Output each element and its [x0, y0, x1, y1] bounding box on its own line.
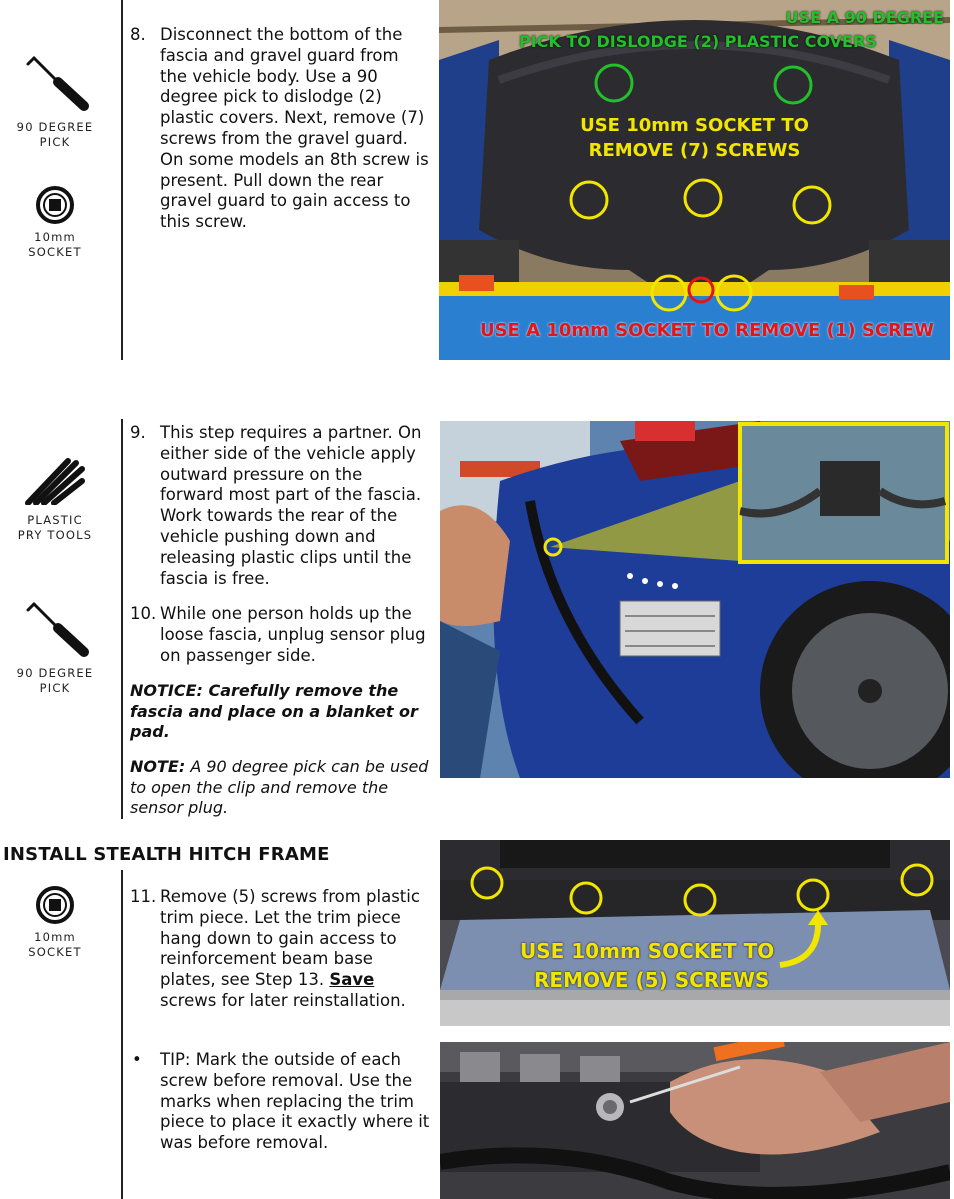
note-text: A 90 degree pick can be used to open the clip and remove the sensor plug. — [130, 757, 429, 817]
step-number: 10. — [130, 604, 157, 623]
tip-bullet: • — [132, 1050, 142, 1069]
note-label: NOTE: — [130, 757, 186, 776]
10mm-socket-icon — [34, 184, 76, 226]
step-11 — [130, 887, 430, 1012]
photo-trim-screws — [440, 840, 950, 1026]
tool-label: 10mm SOCKET — [28, 230, 82, 259]
tool-label-line2: PRY TOOLS — [17, 528, 93, 542]
tool-label — [0, 513, 110, 543]
plastic-pry-tools-icon — [24, 455, 86, 505]
tool-plastic-pry-tools — [0, 455, 110, 543]
notice-text: NOTICE: Carefully remove the fascia and place on a blanket or pad. — [130, 681, 418, 741]
callout-line1: USE 10mm SOCKET TO — [520, 939, 775, 963]
tool-90-degree-pick-2 — [0, 596, 110, 696]
tool-label-line1: 90 DEGREE — [16, 666, 94, 680]
callout-green-line1: USE A 90 DEGREE — [785, 8, 944, 27]
callout-line2: REMOVE (5) SCREWS — [534, 968, 770, 992]
step-10 — [130, 604, 430, 666]
callout-yellow-line2: REMOVE (7) SCREWS — [588, 140, 801, 161]
tool-label-line1: PLASTIC — [27, 513, 83, 527]
step-text-after: screws for later reinstallation. — [160, 990, 406, 1010]
save-emphasis: Save — [329, 970, 375, 990]
note — [130, 757, 430, 819]
tool-label: 90 DEGREE PICK — [16, 120, 94, 149]
tool-label — [0, 930, 110, 960]
step-number: 11. — [130, 887, 157, 906]
tip-item — [130, 1050, 430, 1154]
step-text: This step requires a partner. On either side of the vehicle apply outward pressure on the forward most part of the fascia. Work towards the rear of the vehicle pushing down and releasing plastic clips until the fascia is free. — [160, 423, 422, 588]
step-9 — [130, 423, 430, 589]
step-text: While one person holds up the loose fascia, unplug sensor plug on passenger side. — [160, 604, 426, 665]
section-divider-2 — [121, 419, 123, 819]
photo-gravel-guard — [439, 0, 950, 360]
tool-label-line1: 10mm — [34, 930, 76, 944]
step-text — [130, 887, 430, 1012]
step-text: Disconnect the bottom of the fascia and gravel guard from the vehicle body. Use a 90 degree pick to dislodge (2) plastic covers. Next, remove (7) screws from the gravel guard. On some models an 8th screw is present. Pull down the rear gravel guard to gain access to this screw. — [160, 25, 429, 232]
callout-red: USE A 10mm SOCKET TO REMOVE (1) SCREW — [479, 320, 935, 341]
section-divider-1 — [121, 0, 123, 360]
90-degree-pick-icon — [20, 596, 90, 658]
step-number: 9. — [130, 423, 146, 442]
callout-green-line2: PICK TO DISLODGE (2) PLASTIC COVERS — [519, 32, 877, 51]
tool-10mm-socket-2 — [0, 884, 110, 960]
photo-fascia-removal — [440, 421, 950, 778]
tip-text: TIP: Mark the outside of each screw before removal. Use the marks when replacing the trim piece to place it exactly where it was before removal. — [160, 1050, 430, 1153]
tool-label-line2: PICK — [39, 681, 71, 695]
notice — [130, 681, 430, 743]
step-8 — [130, 25, 430, 233]
section-divider-3 — [121, 870, 123, 1199]
tool-90-degree-pick — [0, 50, 110, 150]
tool-label-line2: SOCKET — [28, 945, 82, 959]
callout-yellow-line1: USE 10mm SOCKET TO — [580, 115, 809, 136]
10mm-socket-icon — [34, 884, 76, 926]
tool-10mm-socket — [0, 184, 110, 260]
section-heading: INSTALL STEALTH HITCH FRAME — [3, 844, 330, 865]
step-text-main: Remove (5) screws from plastic trim piece. Let the trim piece hang down to gain access to reinforcement beam base plates, see Step 13. — [160, 887, 420, 990]
step-number: 8. — [130, 25, 146, 44]
90-degree-pick-icon — [20, 50, 90, 112]
photo-mark-screw — [440, 1042, 950, 1199]
tool-label — [0, 666, 110, 696]
